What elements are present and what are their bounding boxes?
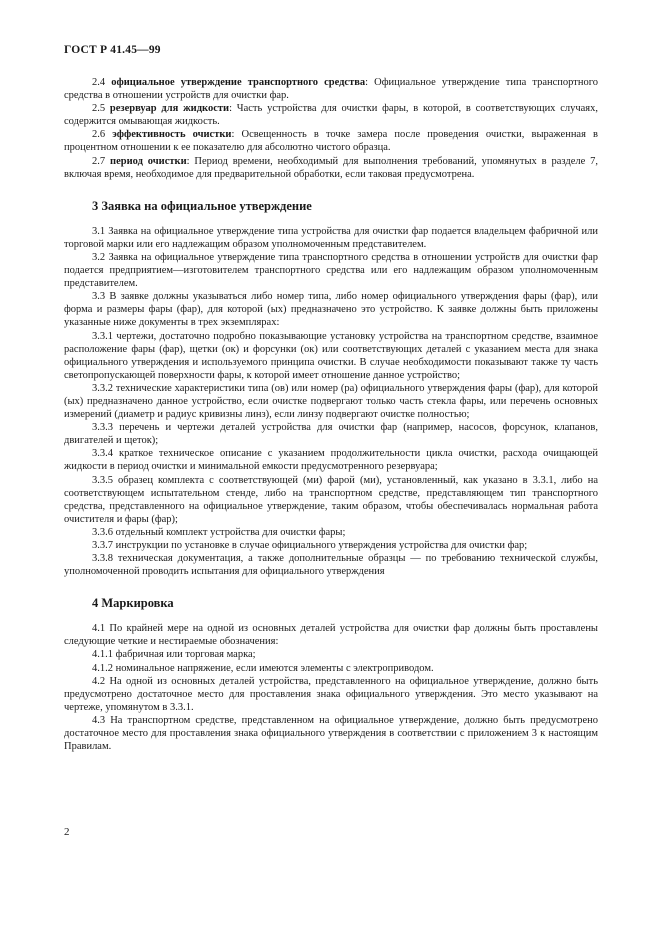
document-header: ГОСТ Р 41.45—99 [64, 44, 161, 56]
paragraph-4-3: 4.3 На транспортном средстве, представленном на официальное утверждение, должно быть предусмотрено достаточное место для проставления знака официального утверждения в соответствии с приложением 3 к настоящим Правилам. [64, 714, 598, 753]
definition-2-6: 2.6 эффективность очистки: Освещенность в точке замера после проведения очистки, выраженная в процентном отношении к ее показателю для абсолютно чистого образца. [64, 129, 598, 154]
paragraph-4-1-2: 4.1.2 номинальное напряжение, если имеются элементы с электроприводом. [92, 662, 434, 674]
paragraph-3-3: 3.3 В заявке должны указываться либо номер типа, либо номер официального утверждения фары (фар), или форма и размеры фары (фар), для которой (ых) предназначено это устройство. К заявке должны быть приложены указанные ниже документы в трех экземплярах: [64, 291, 598, 329]
paragraph-4-1: 4.1 По крайней мере на одной из основных деталей устройства для очистки фар должны быть проставлены следующие четкие и нестираемые обозначения: [64, 623, 598, 648]
paragraph-3-3-3: 3.3.3 перечень и чертежи деталей устройства для очистки фар (например, насосов, форсунок, клапанов, двигателей и щеток); [64, 422, 598, 447]
paragraph-4-1-1: 4.1.1 фабричная или торговая марка; [92, 649, 256, 661]
definition-2-4: 2.4 официальное утверждение транспортного средства: Официальное утверждение типа транспортного средства в отношении устройств для очистки фар. [64, 77, 598, 102]
definition-2-5: 2.5 резервуар для жидкости: Часть устройства для очистки фары, в которой, в соответствующих случаях, содержится омывающая жидкость. [64, 103, 599, 128]
paragraph-3-3-2: 3.3.2 технические характеристики типа (ов) или номер (ра) официального утверждения фары (фар), для которой (ых) предназначено данное устройство, если очистке подвергают только часть стекла фары, или перечень основных измерений (диаметр и радиус кривизны линз), если линзу подвергают очистке полностью; [64, 382, 598, 421]
definition-2-7: 2.7 период очистки: Период времени, необходимый для выполнения требований, упомянутых в разделе 7, включая время, необходимое для предварительной обработки, если таковая предусмотрена. [64, 155, 599, 180]
paragraph-3-3-8: 3.3.8 техническая документация, а также дополнительные образцы — по требованию технической службы, уполномоченной проводить испытания для официального утверждения [64, 553, 598, 578]
paragraph-3-3-1: 3.3.1 чертежи, достаточно подробно показывающие установку устройства на транспортном средстве, взаимное расположение фары (фар), щетки (ок) и форсунки (ок) или соответствующих деталей с указанием места для знака официального утверждения и используемого принципа очистки. В случае необходимости показывают также ту часть светопропускающей поверхности фары, к которой имеет отношение данное устройство; [64, 330, 598, 381]
paragraph-3-3-5: 3.3.5 образец комплекта с соответствующей (ми) фарой (ми), установленный, как указано в 3.3.1, либо на соответствующем испытательном стенде, либо на транспортном средстве, представляющем тип транспортного средства, представленного на официальное утверждение, таким образом, чтобы обеспечивалась нормальная работа очистителя и фары (фар); [64, 474, 598, 525]
paragraph-3-3-7: 3.3.7 инструкции по установке в случае официального утверждения устройства для очистки фар; [92, 540, 528, 551]
paragraph-3-3-6: 3.3.6 отдельный комплект устройства для очистки фары; [92, 526, 346, 538]
paragraph-3-3-4: 3.3.4 краткое техническое описание с указанием продолжительности цикла очистки, расхода очищающей жидкости в период очистки и минимальной емкости предусмотренного резервуара; [64, 448, 598, 473]
section-4-heading: 4 Маркировка [92, 596, 174, 611]
document-body [64, 76, 598, 753]
paragraph-3-1: 3.1 Заявка на официальное утверждение типа устройства для очистки фар подается владельцем фабричной или торговой марки или его надлежащим образом уполномоченным представителем. [64, 225, 598, 250]
page-number: 2 [64, 826, 70, 838]
paragraph-4-2: 4.2 На одной из основных деталей устройства, представленного на официальное утверждение, должно быть предусмотрено достаточное место для проставления знака официального утверждения. Это место указывают на чертеже, упомянутом в 3.3.1. [64, 675, 598, 713]
section-3-heading: 3 Заявка на официальное утверждение [92, 198, 312, 213]
paragraph-3-2: 3.2 Заявка на официальное утверждение типа транспортного средства в отношении устройств для очистки фар подается предприятием—изготовителем транспортного средства или его надлежащим образом уполномоченным представителем. [64, 251, 598, 290]
